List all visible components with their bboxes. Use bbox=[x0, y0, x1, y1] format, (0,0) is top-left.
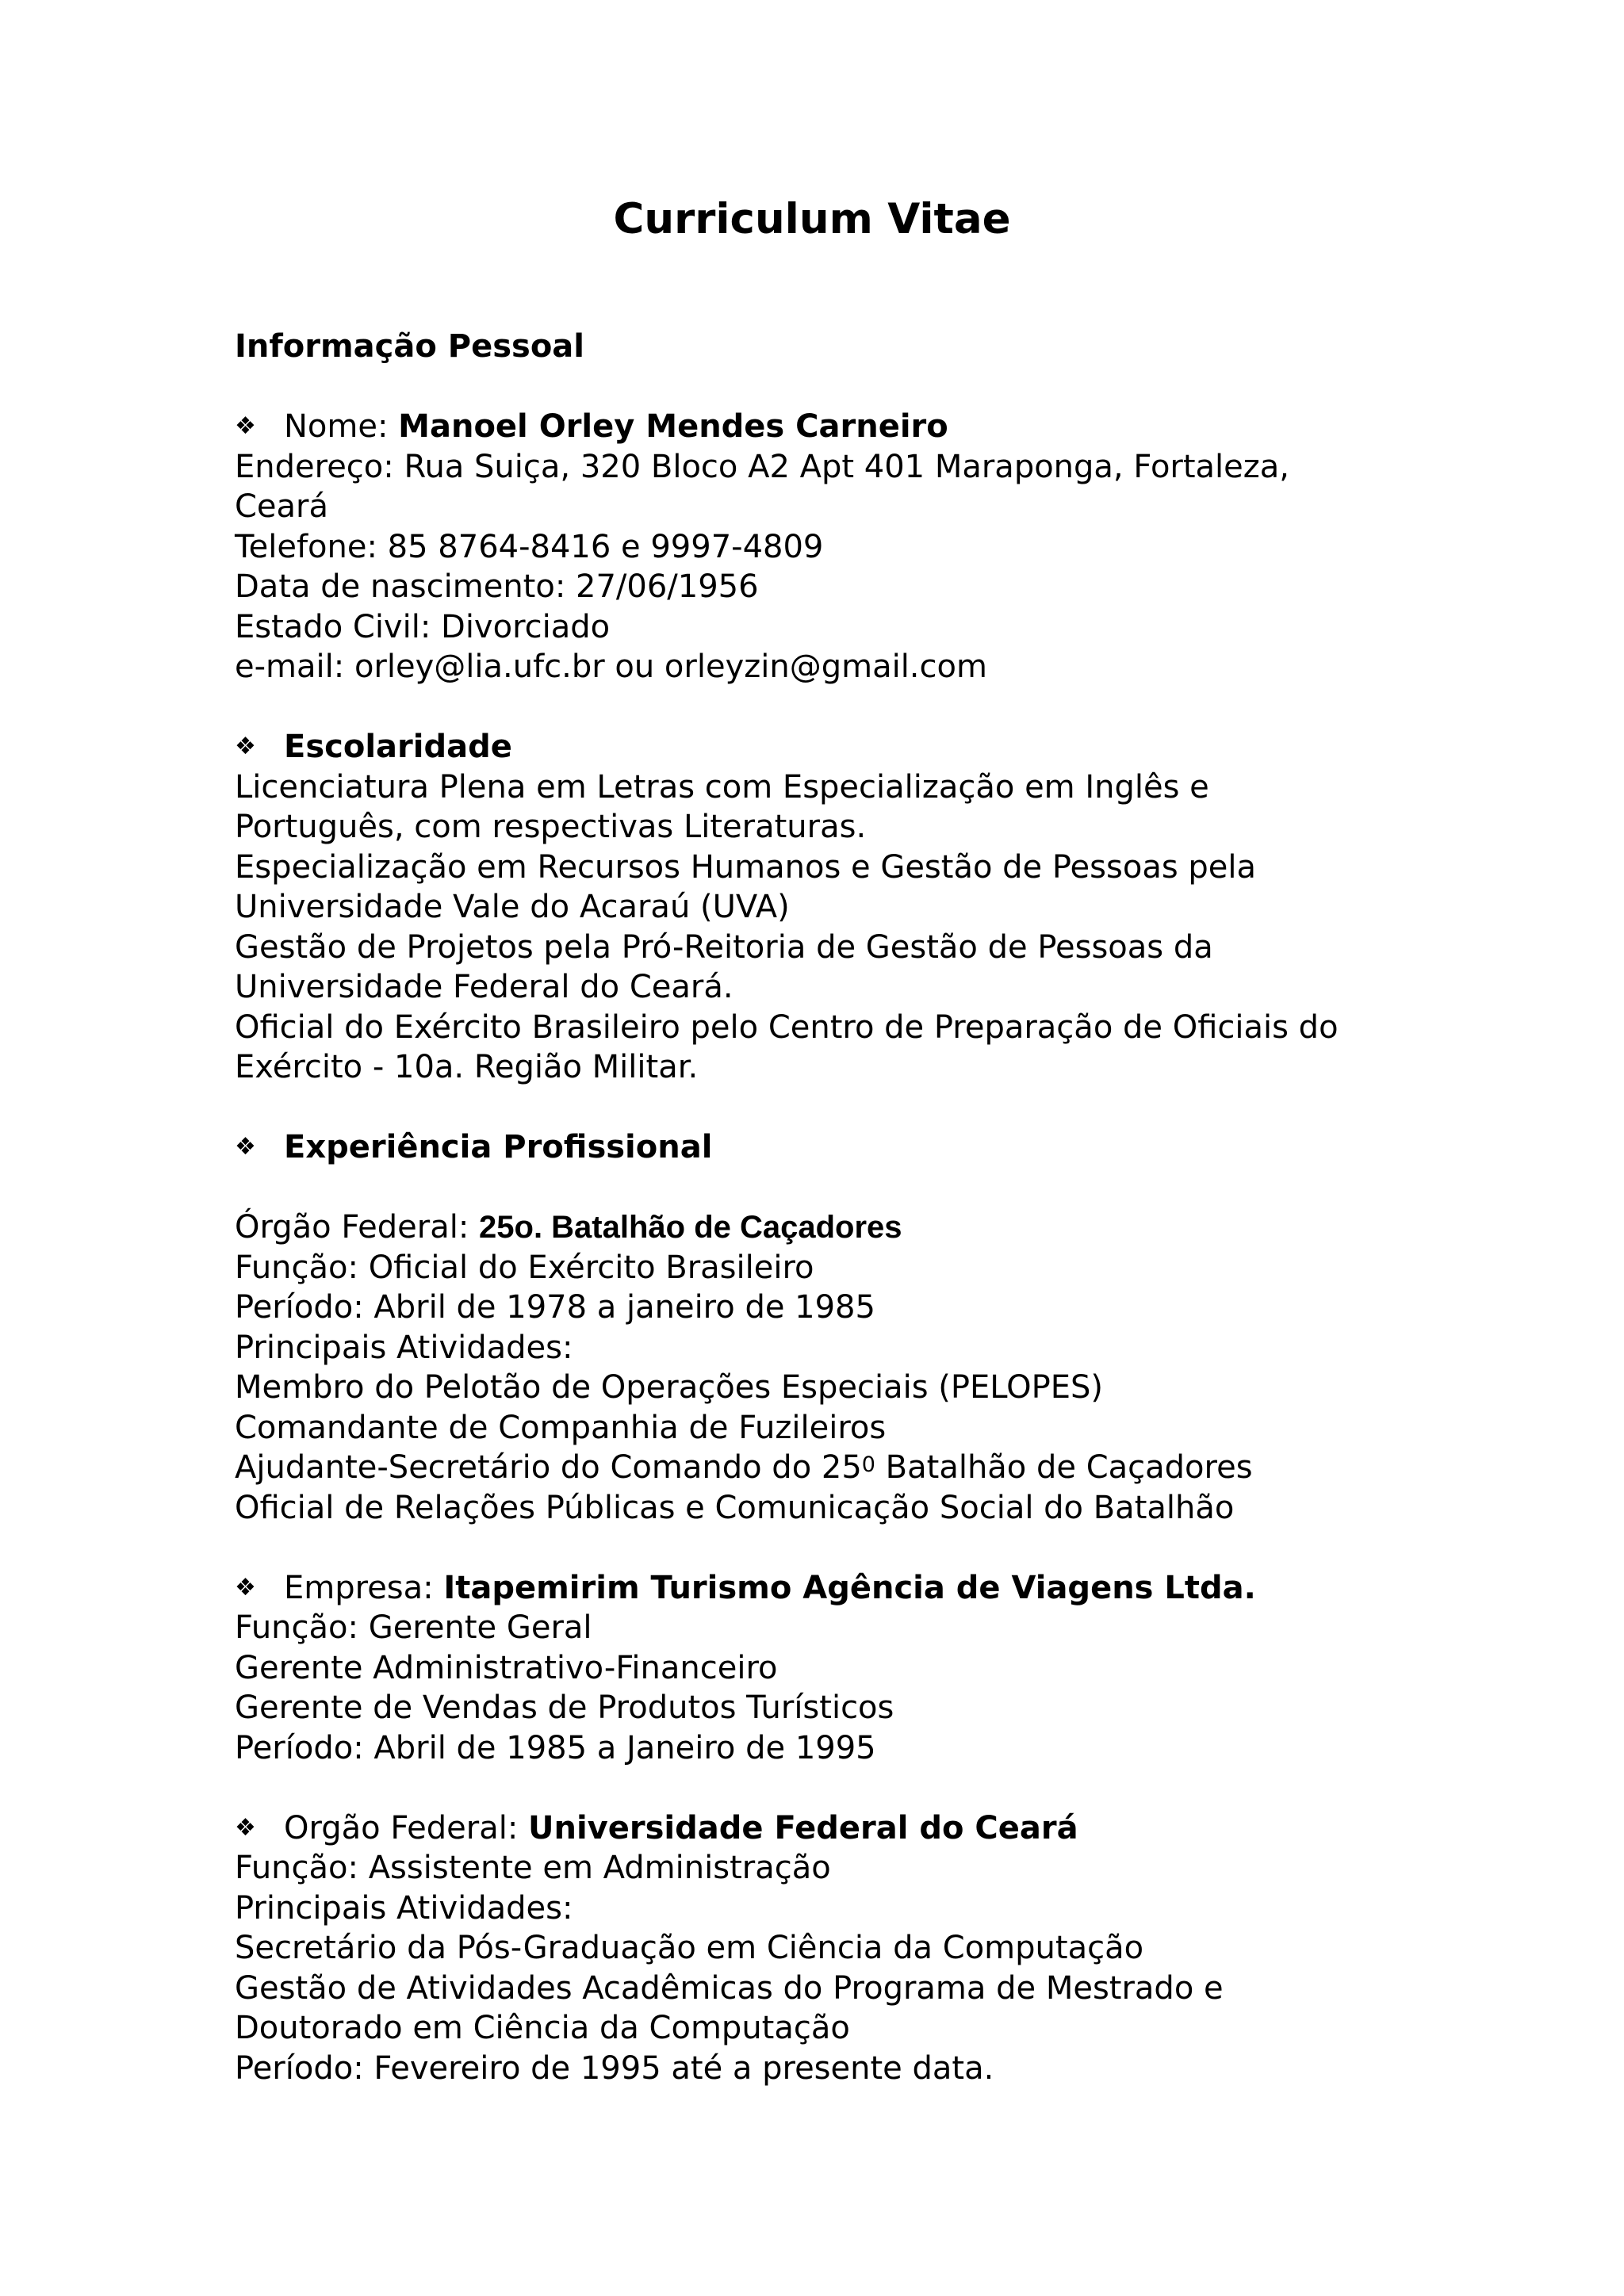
section-heading-education: ❖ Escolaridade bbox=[235, 729, 512, 765]
job1-activity: Oficial de Relações Públicas e Comunicação Social do Batalhão bbox=[235, 1489, 1235, 1526]
job1-activity: Membro do Pelotão de Operações Especiais (PELOPES) bbox=[235, 1369, 1103, 1406]
job3-line: Função: Assistente em Administração bbox=[235, 1850, 831, 1886]
phone-line: Telefone: 85 8764-8416 e 9997-4809 bbox=[235, 528, 824, 565]
document-body bbox=[235, 327, 1424, 2088]
job1-org-name: 25o. Batalhão de Caçadores bbox=[479, 1210, 902, 1245]
diamond-bullet-icon: ❖ bbox=[235, 1573, 256, 1601]
diamond-bullet-icon: ❖ bbox=[235, 733, 256, 760]
education-line: Universidade Federal do Ceará. bbox=[235, 969, 733, 1005]
education-line: Universidade Vale do Acaraú (UVA) bbox=[235, 889, 790, 925]
document-title: Curriculum Vitae bbox=[613, 195, 1011, 243]
job1-period: Período: Abril de 1978 a janeiro de 1985 bbox=[235, 1289, 875, 1326]
section-heading-personal: Informação Pessoal bbox=[235, 328, 584, 365]
address-line-1: Endereço: Rua Suiça, 320 Bloco A2 Apt 401 Maraponga, Fortaleza, bbox=[235, 448, 1289, 485]
job2-org-line: ❖ Empresa: Itapemirim Turismo Agência de Viagens Ltda. bbox=[235, 1569, 1256, 1606]
job3-line: Secretário da Pós-Graduação em Ciência da Computação bbox=[235, 1930, 1144, 1966]
name-line: ❖ Nome: Manoel Orley Mendes Carneiro bbox=[235, 408, 948, 445]
birth-line: Data de nascimento: 27/06/1956 bbox=[235, 568, 759, 605]
job3-line: Gestão de Atividades Acadêmicas do Programa de Mestrado e bbox=[235, 1969, 1224, 2007]
job3-org-line: ❖ Orgão Federal: Universidade Federal do Ceará bbox=[235, 1809, 1078, 1846]
job2-line: Função: Gerente Geral bbox=[235, 1609, 592, 1646]
job1-activity: Ajudante-Secretário do Comando do $25^0$ Batalhão de Caçadores bbox=[235, 1449, 1253, 1486]
diamond-bullet-icon: ❖ bbox=[235, 1813, 256, 1842]
job2-org-name: Itapemirim Turismo Agência de Viagens Ltda. bbox=[443, 1569, 1256, 1606]
section-heading-experience: ❖ Experiência Profissional bbox=[235, 1129, 713, 1165]
job3-line: Principais Atividades: bbox=[235, 1889, 573, 1927]
person-name: Manoel Orley Mendes Carneiro bbox=[398, 408, 948, 445]
job1-activities-label: Principais Atividades: bbox=[235, 1329, 573, 1366]
job3-line: Doutorado em Ciência da Computação bbox=[235, 2010, 850, 2046]
education-line: Exército - 10a. Região Militar. bbox=[235, 1049, 699, 1085]
job3-org-name: Universidade Federal do Ceará bbox=[528, 1809, 1078, 1846]
address-line-2: Ceará bbox=[235, 488, 329, 525]
email-line: e-mail: orley@lia.ufc.br ou orleyzin@gmail.com bbox=[235, 649, 987, 685]
job1-org-line: Órgão Federal: 25o. Batalhão de Caçadores bbox=[235, 1209, 902, 1246]
education-line: Especialização em Recursos Humanos e Gestão de Pessoas pela bbox=[235, 848, 1257, 886]
job3-line: Período: Fevereiro de 1995 até a presente data. bbox=[235, 2049, 994, 2087]
diamond-bullet-icon: ❖ bbox=[235, 412, 256, 440]
job1-activity: Comandante de Companhia de Fuzileiros bbox=[235, 1409, 887, 1446]
education-line: Gestão de Projetos pela Pró-Reitoria de Gestão de Pessoas da bbox=[235, 928, 1213, 966]
education-line: Licenciatura Plena em Letras com Especialização em Inglês e bbox=[235, 768, 1209, 806]
job2-line: Gerente Administrativo-Financeiro bbox=[235, 1649, 778, 1686]
diamond-bullet-icon: ❖ bbox=[235, 1133, 256, 1161]
education-line: Português, com respectivas Literaturas. bbox=[235, 809, 867, 845]
job2-line: Gerente de Vendas de Produtos Turísticos bbox=[235, 1689, 894, 1726]
education-line: Oficial do Exército Brasileiro pelo Centro de Preparação de Oficiais do bbox=[235, 1008, 1339, 1046]
civil-status-line: Estado Civil: Divorciado bbox=[235, 608, 611, 645]
job1-role: Função: Oficial do Exército Brasileiro bbox=[235, 1249, 814, 1286]
job2-line: Período: Abril de 1985 a Janeiro de 1995 bbox=[235, 1729, 876, 1766]
